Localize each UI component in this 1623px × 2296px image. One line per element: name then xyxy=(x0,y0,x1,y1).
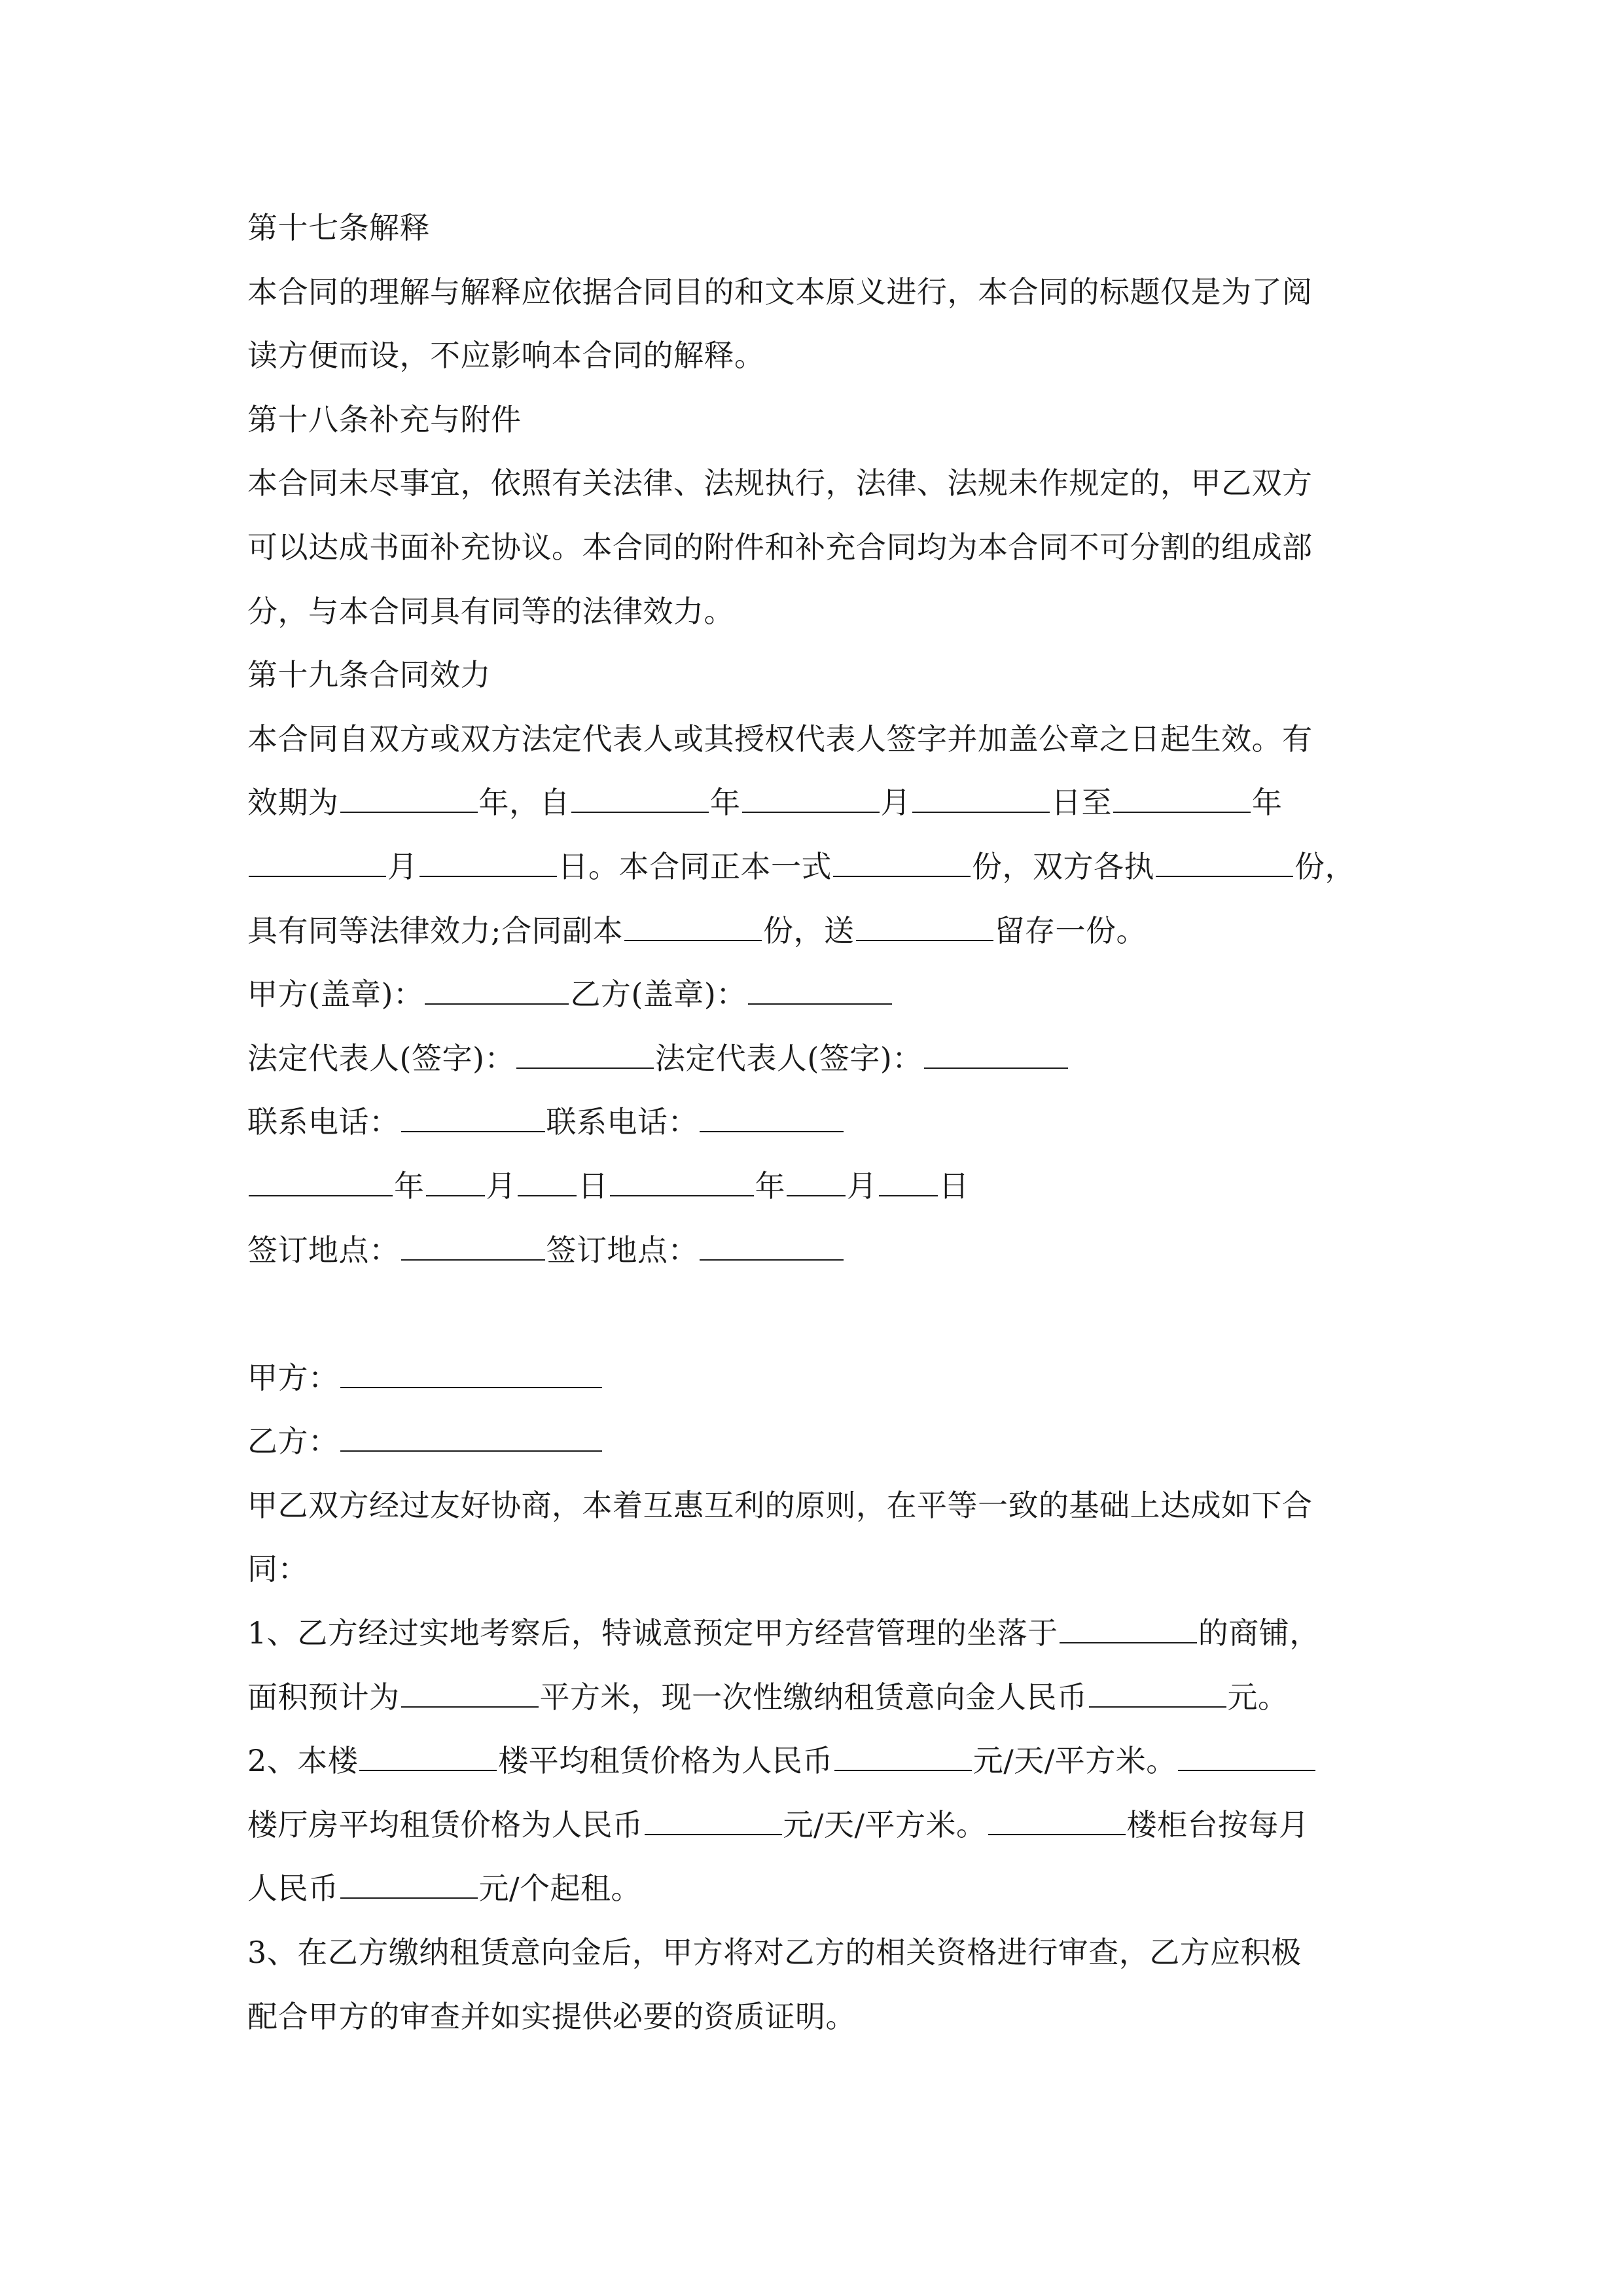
article-17-text-1: 本合同的理解与解释应依据合同目的和文本原义进行，本合同的标题仅是为了阅 xyxy=(247,274,1313,310)
party-b-line xyxy=(247,1410,1399,1474)
avg-price-label: 楼平均租赁价格为人民币 xyxy=(498,1743,833,1779)
representative-line xyxy=(247,1027,1399,1091)
hall-price-blank[interactable] xyxy=(645,1808,782,1835)
avg-price-blank[interactable] xyxy=(834,1744,972,1771)
each-party-count-blank[interactable] xyxy=(1156,850,1293,877)
item-2-line-2 xyxy=(247,1793,1399,1857)
document-body xyxy=(247,196,1399,2049)
item-1-line-1 xyxy=(247,1602,1399,1666)
end-month-blank[interactable] xyxy=(249,850,386,877)
place-a-label: 签订地点： xyxy=(247,1232,400,1268)
article-18-text-3: 分，与本合同具有同等的法律效力。 xyxy=(247,593,734,629)
day-label: 日 xyxy=(578,1168,609,1204)
floor-blank[interactable] xyxy=(359,1744,497,1771)
seal-line xyxy=(247,963,1399,1027)
start-year-blank[interactable] xyxy=(571,785,709,813)
article-19-text-1: 本合同自双方或双方法定代表人或其授权代表人签字并加盖公章之日起生效。有 xyxy=(247,721,1313,757)
area-label: 面积预计为 xyxy=(247,1679,400,1715)
counter-label: 楼柜台按每月 xyxy=(1126,1806,1310,1842)
item-2-text: 2、本楼 xyxy=(247,1743,359,1779)
party-a-seal-label: 甲方(盖章)： xyxy=(247,977,424,1013)
item-1-text: 1、乙方经过实地考察后，特诚意预定甲方经营管理的坐落于 xyxy=(247,1615,1058,1651)
article-18-text-2: 可以达成书面补充协议。本合同的附件和补充合同均为本合同不可分割的组成部 xyxy=(247,529,1313,565)
term-label: 效期为 xyxy=(247,785,339,821)
phone-b-blank[interactable] xyxy=(700,1105,844,1132)
original-count-blank[interactable] xyxy=(833,850,971,877)
rmb-label: 人民币 xyxy=(247,1871,339,1907)
area-blank[interactable] xyxy=(401,1680,539,1708)
sign-month-b-blank[interactable] xyxy=(787,1169,846,1196)
party-b-label: 乙方： xyxy=(247,1424,339,1460)
year-label: 年 xyxy=(710,785,741,821)
sign-year-a-blank[interactable] xyxy=(249,1169,393,1196)
item-1-shop-label: 的商铺， xyxy=(1198,1615,1320,1651)
intro-text-1: 甲乙双方经过友好协商，本着互惠互利的原则，在平等一致的基础上达成如下合 xyxy=(247,1487,1313,1523)
hall-floor-blank[interactable] xyxy=(1178,1744,1315,1771)
phone-a-label: 联系电话： xyxy=(247,1104,400,1140)
section-gap xyxy=(247,1282,1399,1346)
place-b-label: 签订地点： xyxy=(546,1232,698,1268)
copies-label: 份， xyxy=(1294,848,1355,884)
price-unit-label: 元/天/平方米。 xyxy=(783,1806,987,1842)
sign-date-line xyxy=(247,1155,1399,1219)
phone-a-blank[interactable] xyxy=(401,1105,545,1132)
deposit-amount-blank[interactable] xyxy=(1089,1680,1226,1708)
party-b-seal-label: 乙方(盖章)： xyxy=(570,977,747,1013)
start-day-blank[interactable] xyxy=(912,785,1050,813)
month-label: 月 xyxy=(847,1168,878,1204)
sign-year-b-blank[interactable] xyxy=(610,1169,754,1196)
article-18-text-1: 本合同未尽事宜，依照有关法律、法规执行，法律、法规未作规定的，甲乙双方 xyxy=(247,465,1313,501)
price-unit-label: 元/天/平方米。 xyxy=(972,1743,1177,1779)
article-19-text-3 xyxy=(247,835,1399,899)
sign-day-a-blank[interactable] xyxy=(518,1169,577,1196)
term-years-blank[interactable] xyxy=(340,785,478,813)
end-year-blank[interactable] xyxy=(1113,785,1251,813)
party-a-line xyxy=(247,1346,1399,1410)
month-label: 月 xyxy=(387,848,418,884)
article-18-heading: 第十八条补充与附件 xyxy=(247,401,522,437)
article-19-text-2 xyxy=(247,771,1399,835)
originals-label: 日。本合同正本一式 xyxy=(558,848,832,884)
deposit-label: 平方米，现一次性缴纳租赁意向金人民币 xyxy=(539,1679,1088,1715)
party-a-label: 甲方： xyxy=(247,1359,339,1395)
term-from-label: 年，自 xyxy=(478,785,570,821)
sign-day-b-blank[interactable] xyxy=(879,1169,938,1196)
month-label: 月 xyxy=(486,1168,516,1204)
year-label: 年 xyxy=(755,1168,785,1204)
article-19-heading: 第十九条合同效力 xyxy=(247,657,491,693)
day-label: 日 xyxy=(938,1168,969,1204)
item-2-line-1 xyxy=(247,1729,1399,1793)
keep-label: 留存一份。 xyxy=(994,912,1147,948)
start-month-blank[interactable] xyxy=(742,785,880,813)
item-1-line-2 xyxy=(247,1666,1399,1730)
send-label: 份，送 xyxy=(763,912,855,948)
location-blank[interactable] xyxy=(1060,1616,1197,1643)
rep-b-label: 法定代表人(签字)： xyxy=(654,1040,923,1076)
place-a-blank[interactable] xyxy=(401,1233,545,1261)
month-label: 月 xyxy=(880,785,911,821)
day-to-label: 日至 xyxy=(1051,785,1112,821)
counter-price-blank[interactable] xyxy=(340,1871,478,1899)
yuan-label: 元。 xyxy=(1227,1679,1289,1715)
counter-unit-label: 元/个起租。 xyxy=(478,1871,641,1907)
rep-a-blank[interactable] xyxy=(516,1041,654,1069)
recipient-blank[interactable] xyxy=(856,914,993,941)
place-b-blank[interactable] xyxy=(700,1233,844,1261)
intro-text-2: 同： xyxy=(247,1551,308,1587)
sign-month-a-blank[interactable] xyxy=(426,1169,485,1196)
year-label: 年 xyxy=(1252,785,1283,821)
party-b-seal-blank[interactable] xyxy=(748,977,892,1005)
rep-b-blank[interactable] xyxy=(924,1041,1068,1069)
party-b-blank[interactable] xyxy=(340,1424,602,1452)
article-17-heading: 第十七条解释 xyxy=(247,210,430,245)
party-a-seal-blank[interactable] xyxy=(425,977,569,1005)
item-3-line-1: 3、在乙方缴纳租赁意向金后，甲方将对乙方的相关资格进行审查，乙方应积极 xyxy=(247,1935,1302,1971)
duplicate-label: 具有同等法律效力;合同副本 xyxy=(247,912,623,948)
hall-price-label: 楼厅房平均租赁价格为人民币 xyxy=(247,1806,643,1842)
place-line xyxy=(247,1219,1399,1283)
party-a-blank[interactable] xyxy=(340,1361,602,1388)
article-19-text-4 xyxy=(247,899,1399,963)
phone-line xyxy=(247,1090,1399,1155)
duplicate-count-blank[interactable] xyxy=(624,914,762,941)
article-17-text-2: 读方便而设，不应影响本合同的解释。 xyxy=(247,338,765,374)
end-day-blank[interactable] xyxy=(419,850,557,877)
year-label: 年 xyxy=(394,1168,425,1204)
item-3-line-2: 配合甲方的审查并如实提供必要的资质证明。 xyxy=(247,1998,856,2034)
phone-b-label: 联系电话： xyxy=(546,1104,698,1140)
item-2-line-3 xyxy=(247,1857,1399,1921)
counter-floor-blank[interactable] xyxy=(988,1808,1126,1835)
each-party-label: 份，双方各执 xyxy=(972,848,1154,884)
rep-a-label: 法定代表人(签字)： xyxy=(247,1040,515,1076)
